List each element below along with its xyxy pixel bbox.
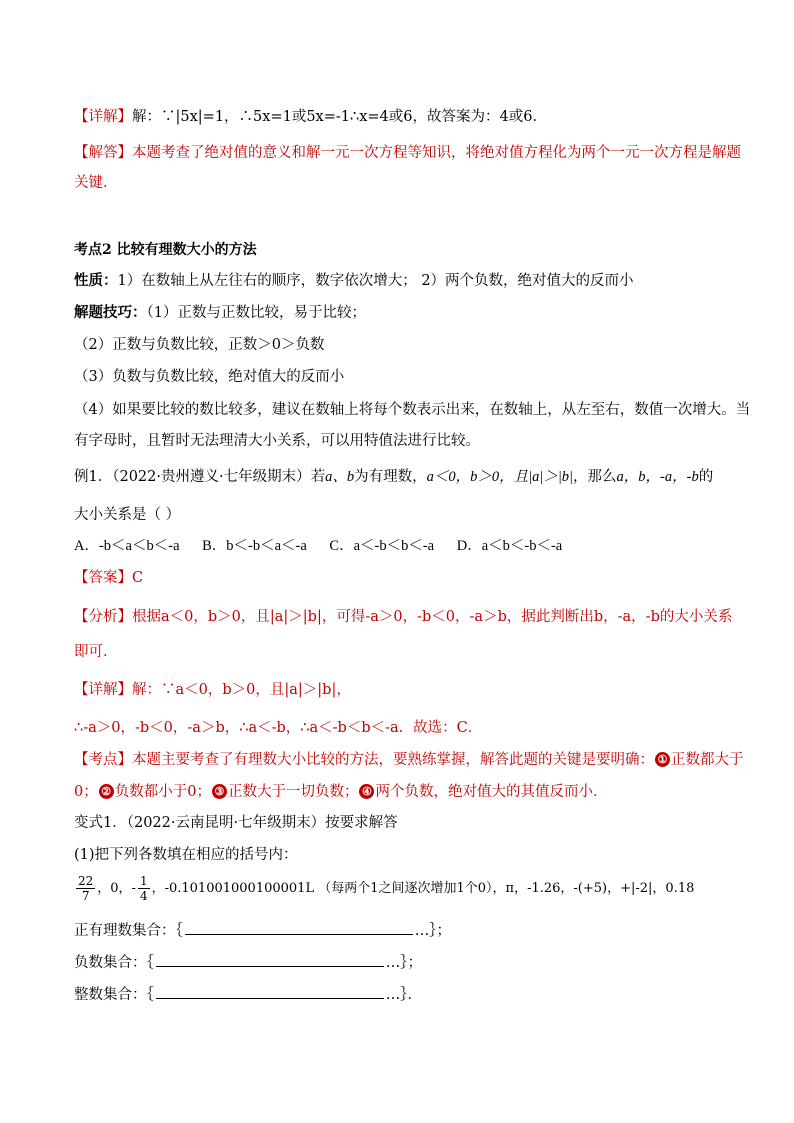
- question-1: (1)把下列各数填在相应的括号内：: [74, 847, 298, 863]
- integer-set-label: 整数集合：｛: [74, 987, 154, 1003]
- numbers-line: [74, 872, 724, 906]
- keypoint-t1: 正数都大于: [671, 752, 744, 768]
- variant-1: 变式1．（2022·云南昆明·七年级期末）按要求解答: [74, 815, 398, 831]
- tip-4: （4）如果要比较的数比较多，建议在数轴上将每个数表示出来，在数轴上，从左至右，数值一次增大。当: [74, 402, 751, 418]
- positive-set-blank[interactable]: [185, 920, 413, 935]
- keypoint-text: 本题主要考查了有理数大小比较的方法，要熟练掌握，解答此题的关键是要明确：: [132, 752, 654, 768]
- circle-2-icon: ②: [99, 784, 114, 799]
- tip-4-cont: 有字母时，且暂时无法理清大小关系，可以用特值法进行比较。: [74, 433, 480, 449]
- choices-line: [74, 536, 724, 556]
- solution-line-cont: 关键．: [74, 175, 118, 191]
- negative-set-end: …｝；: [385, 955, 422, 971]
- example-vars: a、b: [325, 469, 355, 485]
- tips-text: （1）正数与正数比较，易于比较；: [146, 305, 366, 321]
- tips-label: 解题技巧：: [74, 304, 147, 321]
- property-text: 1）在数轴上从左往右的顺序，数字依次增大； 2）两个负数，绝对值大的反而小: [117, 273, 634, 289]
- negative-set-line: [74, 952, 724, 973]
- property-label: 性质：: [74, 272, 118, 289]
- detail2-text: 解：∵a＜0，b＞0，且|a|＞|b|，: [132, 682, 351, 698]
- analysis-cont: 即可．: [74, 644, 118, 660]
- example-prefix: 例1．（2022·贵州遵义·七年级期末）若: [74, 469, 326, 485]
- keypoint-cont: [74, 782, 724, 802]
- example-cond: a＜0，b＞0，且|a|＞|b|: [426, 469, 574, 485]
- choice-b: B．b＜-b＜a＜-a: [202, 538, 307, 554]
- positive-set-line: [74, 920, 724, 941]
- answer-text: C: [132, 570, 144, 586]
- answer-line: [74, 568, 724, 588]
- choice-c: C．a＜-b＜b＜-a: [329, 538, 435, 554]
- integer-set-end: …｝．: [385, 987, 422, 1003]
- fraction-22-7: $\frac{22}{7}$: [78, 874, 94, 903]
- kp2-c: 正数大于一切负数；: [227, 784, 359, 800]
- example-1: [74, 467, 724, 487]
- detail-line: [74, 107, 724, 127]
- tip-2: （2）正数与负数比较，正数＞0＞负数: [74, 337, 325, 353]
- detail2-cont: ∴-a＞0，-b＜0，-a＞b，∴a＜-b，∴a＜-b＜b＜-a．故选：C．: [74, 720, 483, 736]
- keypoint-line: [74, 750, 744, 770]
- solution-line: [74, 143, 741, 163]
- solution-tag: 【解答】: [74, 145, 132, 161]
- negative-set-blank[interactable]: [156, 952, 384, 967]
- circle-3-icon: ③: [212, 784, 227, 799]
- kp2-b: 负数都小于0；: [114, 784, 211, 800]
- detail-text: 解：∵|5x|=1，∴5x=1或5x=-1∴x=4或6，故答案为：4或6．: [132, 109, 547, 125]
- positive-set-end: …｝；: [414, 923, 451, 939]
- analysis-text: 根据a＜0，b＞0，且|a|＞|b|，可得-a＞0，-b＜0，-a＞b，据此判断出b，-a，-b的大小关系: [132, 609, 733, 625]
- choice-a: A．-b＜a＜b＜-a: [74, 538, 180, 554]
- analysis-tag: 【分析】: [74, 609, 132, 625]
- circle-1-icon: ①: [655, 752, 670, 767]
- analysis-line: [74, 607, 733, 627]
- example-then: ，那么: [573, 469, 617, 485]
- keypoint-tag: 【考点】: [74, 752, 132, 768]
- tip-3: （3）负数与负数比较，绝对值大的反而小: [74, 369, 345, 385]
- detail2-tag: 【详解】: [74, 682, 132, 698]
- property-line: [74, 271, 724, 291]
- section-heading: 考点2 比较有理数大小的方法: [74, 242, 257, 258]
- integer-set-blank[interactable]: [156, 984, 384, 999]
- numbers-a: ，0，-: [97, 881, 136, 896]
- circle-4-icon: ④: [359, 784, 374, 799]
- example-list: a，b，-a，-b: [616, 469, 699, 485]
- negative-set-label: 负数集合：｛: [74, 955, 154, 971]
- kp2-a: 0；: [74, 784, 98, 800]
- example-suffix: 的: [698, 469, 714, 485]
- kp2-d: 两个负数，绝对值大的其值反而小．: [375, 784, 608, 800]
- fraction-1-4: $\frac{1}{4}$: [139, 874, 148, 903]
- solution-text: 本题考查了绝对值的意义和解一元一次方程等知识，将绝对值方程化为两个一元一次方程是解题: [132, 145, 741, 161]
- integer-set-line: [74, 984, 724, 1005]
- detail2-line: [74, 680, 724, 700]
- detail-tag: 【详解】: [74, 109, 132, 125]
- choice-d: D．a＜b＜-b＜-a: [456, 538, 563, 554]
- numbers-b: ，-0.101001000100001L （每两个1之间逐次增加1个0），π，-1.26，-(+5)，+|-2|，0.18: [151, 881, 695, 896]
- positive-set-label: 正有理数集合：｛: [74, 923, 183, 939]
- example-1-cont: 大小关系是（ ）: [74, 507, 181, 523]
- example-mid: 为有理数，: [354, 469, 427, 485]
- answer-tag: 【答案】: [74, 570, 132, 586]
- tips-line: [74, 303, 724, 323]
